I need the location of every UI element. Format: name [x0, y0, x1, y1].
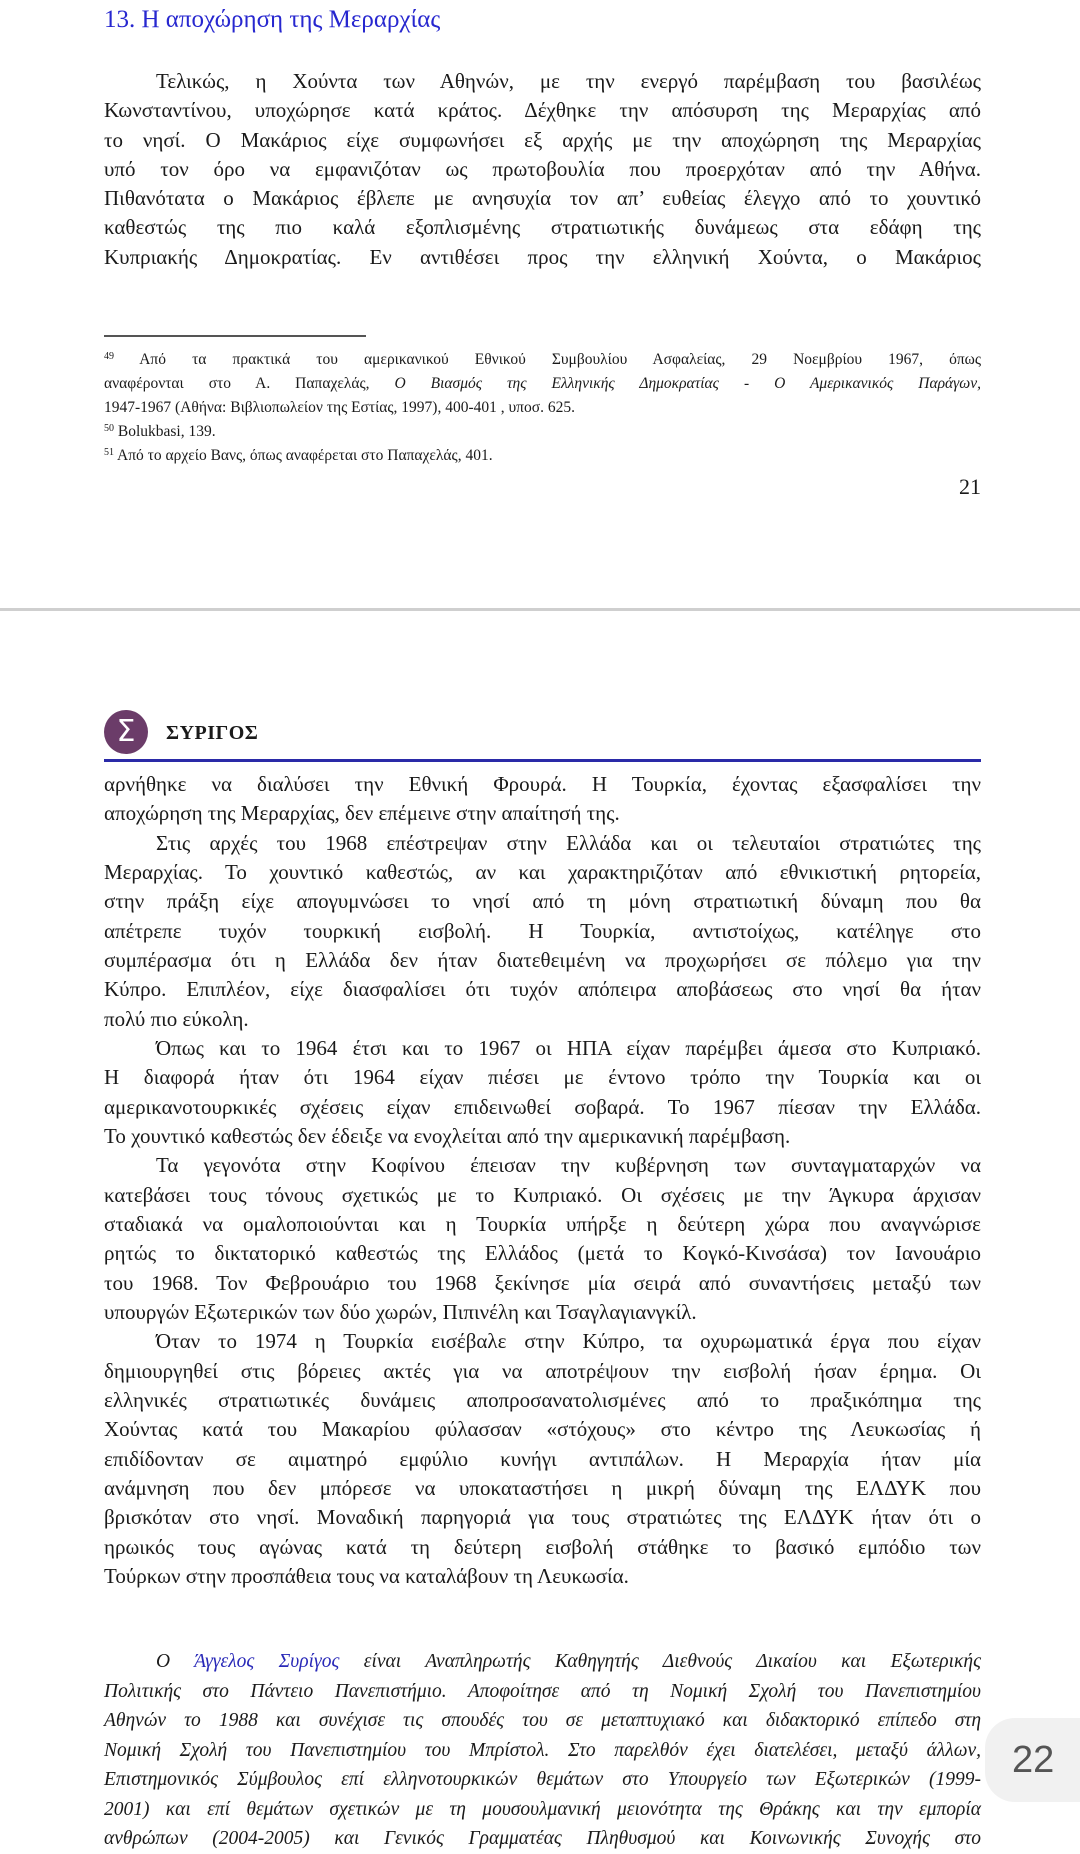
bio-line	[104, 1647, 981, 1677]
bio-line	[104, 1677, 981, 1707]
text-line: δημιουργηθεί στις βόρειες ακτές για να αποτρέψουν την εισβολή ήσαν έρημα. Οι	[104, 1358, 981, 1383]
text-segment: Επιστημονικός Σύμβουλος επί ελληνοτουρκικών θεμάτων στο Υπουργείο των Εξωτερικών (1999-	[104, 1769, 981, 1790]
text-line: επιδίδονταν σε αιματηρό εμφύλιο κυνήγι αντιπάλων. Η Μεραρχία ήταν μία	[104, 1446, 981, 1471]
footnote-number: 51	[104, 447, 114, 458]
page-indicator-badge	[985, 1718, 1080, 1802]
page21-body-text	[104, 67, 981, 272]
page-separator	[0, 608, 1080, 611]
text-line: Τα γεγονότα στην Κοφίνου έπεισαν την κυβέρνηση των συνταγματαρχών να	[156, 1153, 981, 1178]
page21-footnotes	[104, 348, 981, 468]
text-segment: Ο	[156, 1651, 195, 1672]
bio-line	[104, 1795, 981, 1825]
text-segment: Πολιτικής στο Πάντειο Πανεπιστήμιο. Αποφοίτησε από τη Νομική Σχολή του Πανεπιστημίου	[104, 1680, 981, 1702]
text-line: Τούρκων στην προσπάθεια τους να καταλάβουν τη Λευκωσία.	[104, 1563, 629, 1588]
text-line: Όπως και το 1964 έτσι και το 1967 οι ΗΠΑ είχαν παρέμβει άμεσα στο Κυπριακό.	[156, 1035, 981, 1060]
footnote-number: 49	[104, 351, 114, 362]
header-rule	[104, 759, 981, 762]
text-segment: αναφέρονται στο Α. Παπαχελάς,	[104, 375, 395, 392]
sigma-logo-icon	[104, 710, 148, 754]
text-segment: 1947-1967 (Αθήνα: Βιβλιοπωλείον της Εστίας, 1997), 400-401 , υποσ. 625.	[104, 399, 575, 416]
bio-line	[104, 1765, 981, 1795]
footnote-line	[104, 444, 981, 468]
bio-line	[104, 1706, 981, 1736]
text-segment: Από το αρχείο Βανς, όπως αναφέρεται στο Παπαχελάς, 401.	[117, 447, 493, 464]
text-segment: Bolukbasi, 139.	[117, 423, 216, 440]
text-line: Κύπρο. Επιπλέον, είχε διασφαλίσει ότι τυχόν απόπειρα αποβάσεως στο νησί θα ήταν	[104, 977, 981, 1002]
page-number: 21	[959, 474, 981, 499]
page22-body-text	[104, 770, 981, 1591]
text-segment: Από τα πρακτικά του αμερικανικού Εθνικού Συμβουλίου Ασφαλείας, 29 Νοεμβρίου 1967, όπως	[139, 351, 981, 368]
text-line: Τελικώς, η Χούντα των Αθηνών, με την ενεργό παρέμβαση του βασιλέως	[156, 69, 981, 93]
text-line: Κωνσταντίνου, υποχώρησε κατά κράτος. Δέχθηκε την απόσυρση της Μεραρχίας από	[104, 98, 981, 123]
text-line: αμερικανοτουρκικές σχέσεις είχαν επιδεινωθεί σοβαρά. Το 1967 πίεσαν την Ελλάδα.	[104, 1094, 981, 1119]
running-header-title: ΣΥΡΙΓΟΣ	[166, 722, 259, 744]
text-line: Στις αρχές του 1968 επέστρεψαν στην Ελλάδα και οι τελευταίοι στρατιώτες της	[156, 830, 981, 855]
author-bio	[104, 1647, 981, 1854]
footnote-line	[104, 372, 981, 396]
text-line: το νησί. Ο Μακάριος είχε συμφωνήσει εξ αρχής με την αποχώρηση της Μεραρχίας	[104, 127, 981, 152]
text-line: Πιθανότατα ο Μακάριος έβλεπε με ανησυχία τον απ’ ευθείας έλεγχο από το χουντικό	[104, 186, 981, 211]
text-line: συμπέρασμα ότι η Ελλάδα δεν ήταν διατεθειμένη να προχωρήσει σε πόλεμο για την	[104, 947, 981, 972]
text-line: Το χουντικό καθεστώς δεν έδειξε να ενοχλείται από την αμερικανική παρέμβαση.	[104, 1123, 791, 1148]
text-line: υπουργών Εξωτερικών των δύο χωρών, Πιπινέλη και Τσαγλαγιανγκίλ.	[104, 1299, 697, 1324]
section-heading: 13. Η αποχώρηση της Μεραρχίας	[104, 6, 441, 33]
footnote-line	[104, 420, 981, 444]
text-segment: Νομική Σχολή του Πανεπιστημίου του Μπρίστολ. Στο παρελθόν έχει διατελέσει, μεταξύ άλλων,	[104, 1739, 981, 1761]
footnote-divider	[104, 335, 366, 337]
text-line: καθεστώς της πιο καλά εξοπλισμένης στρατιωτικής δυνάμεως στα εδάφη της	[104, 215, 981, 240]
text-line: ρητώς το δικτατορικό καθεστώς της Ελλάδος (μετά το Κογκό-Κινσάσα) τον Ιανουάριο	[104, 1241, 981, 1266]
footnote-line	[104, 396, 981, 420]
text-line: ελληνικές στρατιωτικές δυνάμεις αποπροσανατολισμένες από το πραξικόπημα της	[104, 1387, 981, 1412]
text-segment: Ο Βιασμός της Ελληνικής Δημοκρατίας - Ο Αμερικανικός Παράγων,	[394, 375, 981, 392]
text-line: κατεβάσει τους τόνους σχετικώς με το Κυπριακό. Οι σχέσεις με την Άγκυρα άρχισαν	[104, 1182, 981, 1207]
text-line: Κυπριακής Δημοκρατίας. Εν αντιθέσει προς την ελληνική Χούντα, ο Μακάριος	[104, 244, 981, 269]
footnote-number: 50	[104, 423, 114, 434]
text-line: σταδιακά να ομαλοποιούνται και η Τουρκία υπήρξε η δεύτερη χώρα που αναγνώρισε	[104, 1211, 981, 1236]
text-line: αποχώρηση της Μεραρχίας, δεν επέμεινε στην απαίτησή της.	[104, 801, 620, 826]
footnote-line	[104, 348, 981, 372]
text-line: Όταν το 1974 η Τουρκία εισέβαλε στην Κύπρο, τα οχυρωματικά έργα που είχαν	[156, 1329, 981, 1354]
text-line: αρνήθηκε να διαλύσει την Εθνική Φρουρά. Η Τουρκία, έχοντας εξασφαλίσει την	[104, 772, 981, 796]
author-name-link[interactable]: Άγγελος Συρίγος	[194, 1651, 340, 1672]
text-line: βρισκόταν στο νησί. Μοναδική παρηγοριά για τους στρατιώτες της ΕΛΔΥΚ ήταν ότι ο	[104, 1505, 981, 1530]
text-line: υπό τον όρο να εμφανιζόταν ως πρωτοβουλία που προερχόταν από την Αθήνα.	[104, 156, 981, 181]
text-segment: ανθρώπων (2004-2005) και Γενικός Γραμματέας Πληθυσμού και Κοινωνικής Συνοχής στο	[104, 1828, 981, 1849]
text-line: του 1968. Τον Φεβρουάριο του 1968 ξεκίνησε μία σειρά από συναντήσεις μεταξύ των	[104, 1270, 981, 1295]
text-segment: είναι Αναπληρωτής Καθηγητής Διεθνούς Δικαίου και Εξωτερικής	[339, 1651, 981, 1672]
text-line: ανάμνηση που δεν μπόρεσε να υποκαταστήσει η μικρή δύναμη της ΕΛΔΥΚ που	[104, 1475, 981, 1500]
bio-line	[104, 1824, 981, 1854]
text-line: Μεραρχίας. Το χουντικό καθεστώς, αν και χαρακτηριζόταν από εθνικιστική ρητορεία,	[104, 859, 981, 884]
text-segment: 2001) και επί θεμάτων σχετικών με τη μουσουλμανική μειονότητα της Θράκης και την εμπορία	[104, 1798, 981, 1820]
text-line: Χούντας κατά του Μακαρίου φύλασσαν «στόχους» στο κέντρο της Λευκωσίας ή	[104, 1417, 981, 1442]
text-line: πολύ πιο εύκολη.	[104, 1006, 249, 1031]
text-segment: Αθηνών το 1988 και συνέχισε τις σπουδές του σε μεταπτυχιακό και διδακτορικό επίπεδο στη	[104, 1710, 981, 1731]
text-line: ηρωικός τους αγώνας κατά τη δεύτερη εισβολή στάθηκε το βασικό εμπόδιο των	[104, 1534, 981, 1559]
text-line: Η διαφορά ήταν ότι 1964 είχαν πιέσει με έντονο τρόπο την Τουρκία και οι	[104, 1065, 981, 1090]
bio-line	[104, 1736, 981, 1766]
text-line: απέτρεπε τυχόν τουρκική εισβολή. Η Τουρκία, αντιστοίχως, κατέληγε στο	[104, 918, 981, 943]
text-line: στην πράξη είχε απογυμνώσει το νησί από τη μόνη στρατιωτική δύναμη που θα	[104, 889, 981, 914]
logo-glyph: Σ	[116, 714, 136, 749]
page-indicator-number: 22	[1012, 1739, 1055, 1781]
